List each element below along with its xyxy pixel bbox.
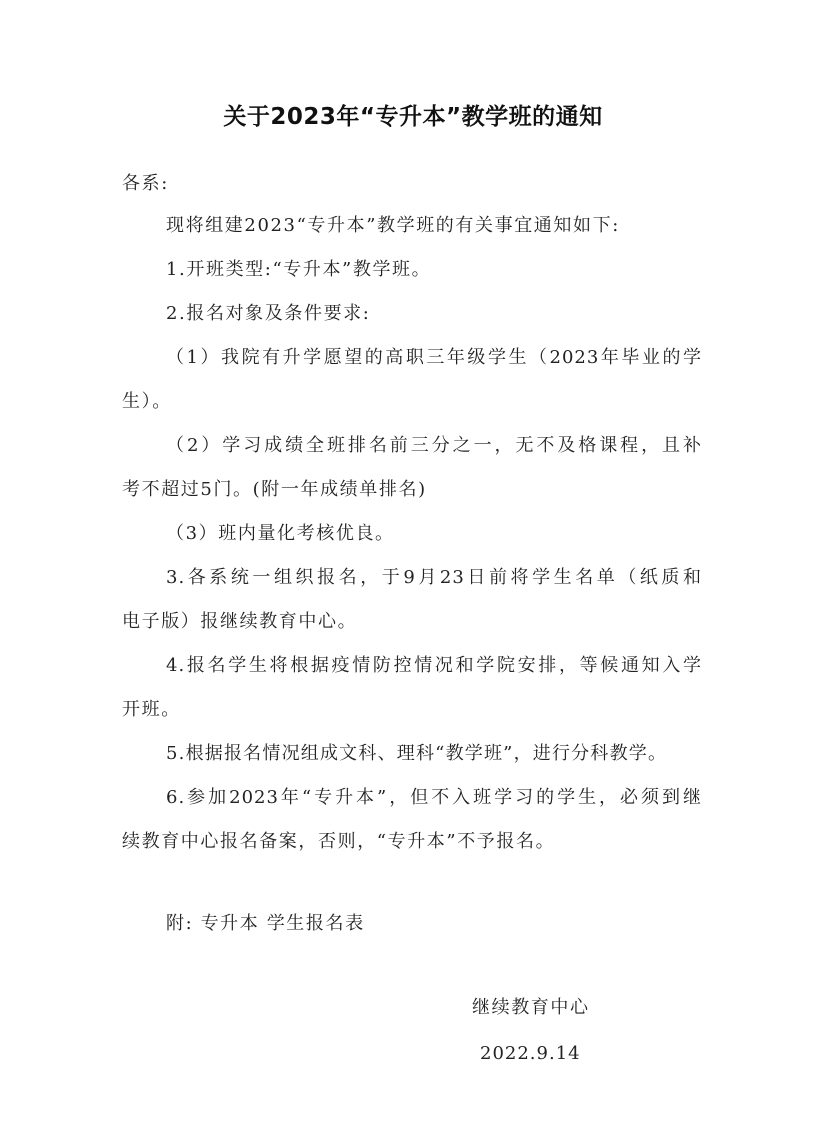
item-2: 2.报名对象及条件要求: [166, 303, 371, 324]
item-2-sub-1-line-2: 生）。 [122, 391, 172, 412]
item-3-line-1: 3.各系统一组织报名，于9月23日前将学生名单（纸质和 [166, 567, 702, 588]
item-2-sub-2-line-2: 考不超过5门。(附一年成绩单排名) [122, 479, 427, 500]
item-4-line-2: 开班。 [122, 699, 181, 720]
item-2-sub-2-line-1: （2）学习成绩全班排名前三分之一，无不及格课程，且补 [166, 435, 702, 456]
attachment-note: 附: 专升本 学生报名表 [166, 913, 365, 934]
item-2-sub-1-line-1: （1）我院有升学愿望的高职三年级学生（2023年毕业的学 [166, 347, 702, 368]
item-6-line-1: 6.参加2023年“专升本”，但不入班学习的学生，必须到继 [166, 787, 702, 808]
item-3-line-2: 电子版）报继续教育中心。 [122, 611, 358, 632]
item-5: 5.根据报名情况组成文科、理科“教学班”，进行分科教学。 [166, 743, 668, 764]
salutation: 各系: [122, 173, 169, 194]
item-1: 1.开班类型:“专升本”教学班。 [166, 259, 432, 280]
document-title: 关于2023年“专升本”教学班的通知 [223, 104, 603, 130]
item-4-line-1: 4.报名学生将根据疫情防控情况和学院安排，等候通知入学 [166, 655, 702, 676]
intro-paragraph: 现将组建2023“专升本”教学班的有关事宜通知如下: [166, 215, 620, 236]
issuer-name: 继续教育中心 [472, 997, 590, 1018]
issue-date: 2022.9.14 [480, 1043, 581, 1064]
item-2-sub-3: （3）班内量化考核优良。 [166, 523, 395, 544]
item-6-line-2: 续教育中心报名备案，否则，“专升本”不予报名。 [122, 831, 556, 852]
